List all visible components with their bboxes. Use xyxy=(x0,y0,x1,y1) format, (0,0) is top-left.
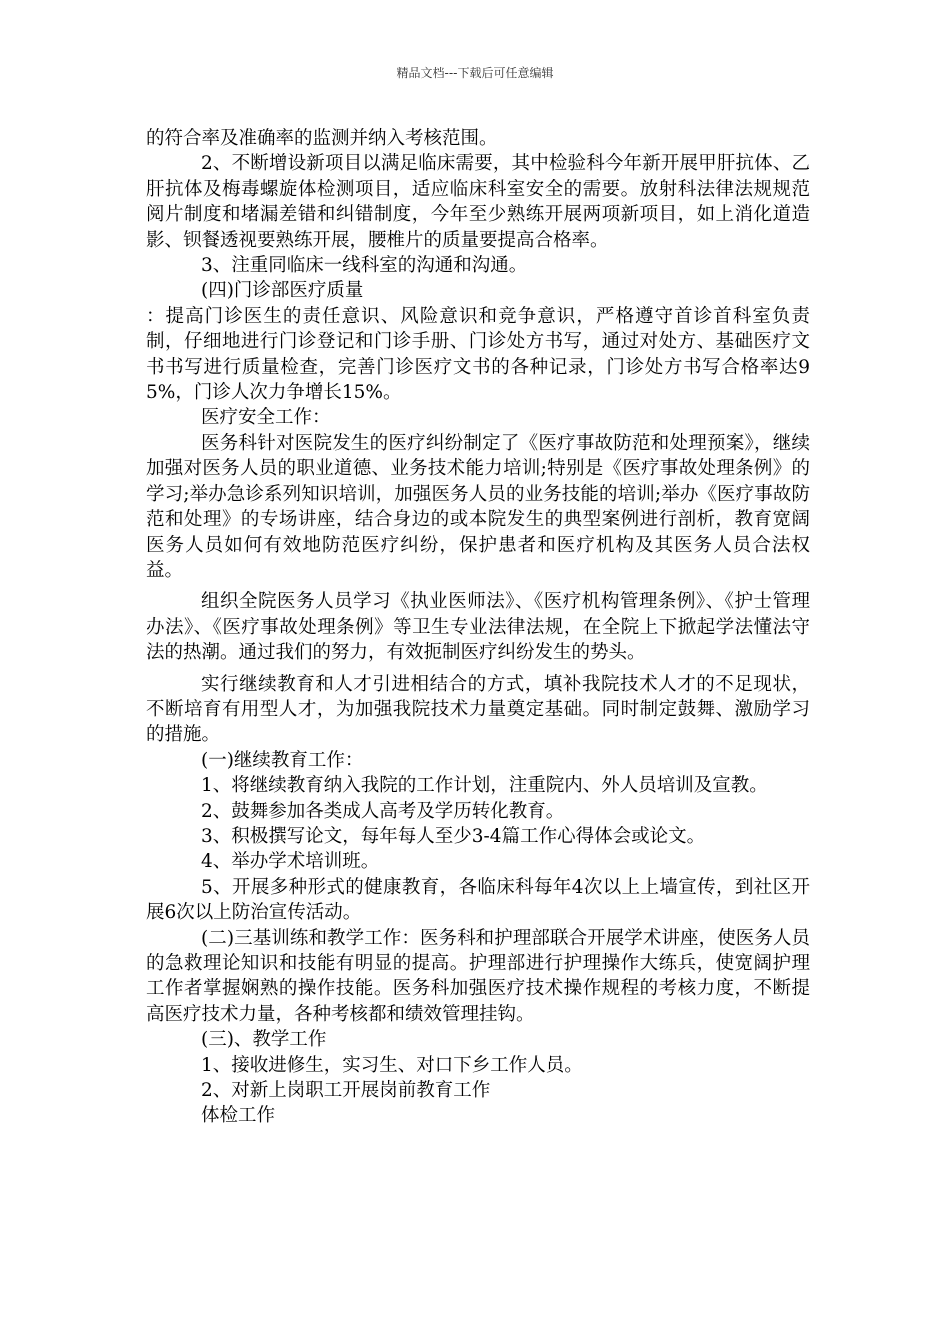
paragraph-continuing-education: 实行继续教育和人才引进相结合的方式，填补我院技术人才的不足现状，不断培育有用型人才，为加强我院技术力量奠定基础。同时制定鼓舞、激励学习的措施。 xyxy=(146,673,810,746)
paragraph-basic-training: (二)三基训练和教学工作：医务科和护理部联合开展学术讲座，使医务人员的急救理论知识和技能有明显的提高。护理部进行护理操作大练兵，使宽阔护理工作者掌握娴熟的操作技能。医务科加强医疗技术操作规程的考核力度，不断提高医疗技术力量，各种考核都和绩效管理挂钩。 xyxy=(146,927,810,1025)
paragraph-new-projects: 2、不断增设新项目以满足临床需要，其中检验科今年新开展甲肝抗体、乙肝抗体及梅毒螺旋体检测项目，适应临床科室安全的需要。放射科法律法规规范阅片制度和堵漏差错和纠错制度，今年至少熟练开展两项新项目，如上消化道造影、钡餐透视要熟练开展，腰椎片的质量要提高合格率。 xyxy=(146,153,810,251)
heading-medical-safety: 医疗安全工作： xyxy=(201,407,331,429)
heading-teaching-work: (三)、教学工作 xyxy=(201,1029,327,1051)
list-item-4: 4、举办学术培训班。 xyxy=(201,851,380,873)
paragraph-medical-disputes: 医务科针对医院发生的医疗纠纷制定了《医疗事故防范和处理预案》，继续加强对医务人员的职业道德、业务技术能力培训;特别是《医疗事故处理条例》的学习;举办急诊系列知识培训，加强医务人员的业务技能的培训;举办《医疗事故防范和处理》的专场讲座，结合身边的或本院发生的典型案例进行剖析，教育宽阔医务人员如何有效地防范医疗纠纷，保护患者和医疗机构及其医务人员合法权益。 xyxy=(146,432,810,581)
heading-outpatient-quality: (四)门诊部医疗质量 xyxy=(201,280,364,302)
page-header: 精品文档---下载后可任意编辑 xyxy=(396,66,554,80)
paragraph-continuation: 的符合率及准确率的监测并纳入考核范围。 xyxy=(146,128,498,149)
heading-physical-exam: 体检工作 xyxy=(201,1105,276,1127)
paragraph-outpatient: ：提高门诊医生的责任意识、风险意识和竞争意识，严格遵守首诊首科室负责制，仔细地进行门诊登记和门诊手册、门诊处方书写，通过对处方、基础医疗文书书写进行质量检查，完善门诊医疗文书的各种记录，门诊处方书写合格率达95%，门诊人次力争增长15%。 xyxy=(146,305,810,404)
heading-continuing-education: (一)继续教育工作： xyxy=(201,749,364,771)
list-item-5: 5、开展多种形式的健康教育，各临床科每年4次以上上墙宣传，到社区开展6次以上防治宣传活动。 xyxy=(146,876,810,924)
document-body xyxy=(146,126,810,1129)
list-item-3: 3、积极撰写论文，每年每人至少3-4篇工作心得体会或论文。 xyxy=(201,825,706,847)
teaching-item-1: 1、接收进修生，实习生、对口下乡工作人员。 xyxy=(201,1054,583,1076)
list-item-1: 1、将继续教育纳入我院的工作计划，注重院内、外人员培训及宣教。 xyxy=(201,775,768,797)
paragraph-communication: 3、注重同临床一线科室的沟通和沟通。 xyxy=(201,255,528,277)
paragraph-law-study: 组织全院医务人员学习《执业医师法》、《医疗机构管理条例》、《护士管理办法》、《医疗事故处理条例》等卫生专业法律法规，在全院上下掀起学法懂法守法的热潮。通过我们的努力，有效扼制医疗纠纷发生的势头。 xyxy=(146,591,810,664)
teaching-item-2: 2、对新上岗职工开展岗前教育工作 xyxy=(201,1080,491,1102)
list-item-2: 2、鼓舞参加各类成人高考及学历转化教育。 xyxy=(201,800,565,822)
